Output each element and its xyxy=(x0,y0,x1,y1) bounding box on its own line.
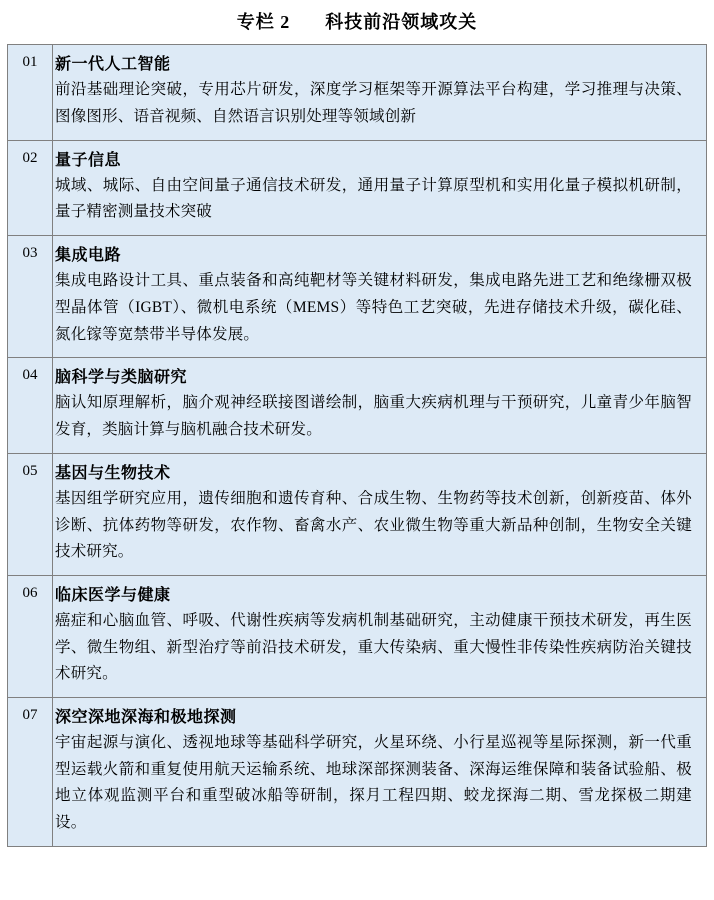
item-heading: 量子信息 xyxy=(55,151,122,169)
title-prefix: 专栏 xyxy=(236,12,275,32)
table-row xyxy=(8,236,707,358)
item-heading: 临床医学与健康 xyxy=(55,586,171,604)
item-number: 02 xyxy=(8,140,53,236)
table-row xyxy=(8,575,707,697)
items-table xyxy=(7,44,707,847)
table-row xyxy=(8,358,707,454)
item-body xyxy=(53,236,707,358)
item-number: 06 xyxy=(8,575,53,697)
item-body xyxy=(53,697,707,846)
item-description: 基因组学研究应用，遗传细胞和遗传育种、合成生物、生物药等技术创新，创新疫苗、体外诊断、抗体药物等研发，农作物、畜禽水产、农业微生物等重大新品种创制，生物安全关键技术研究。 xyxy=(55,489,692,561)
item-heading: 集成电路 xyxy=(55,247,122,264)
item-heading: 基因与生物技术 xyxy=(55,464,171,482)
item-heading: 新一代人工智能 xyxy=(55,56,171,73)
item-heading: 脑科学与类脑研究 xyxy=(55,369,188,387)
table-row xyxy=(8,45,707,141)
item-number: 05 xyxy=(8,453,53,575)
table-row xyxy=(8,697,707,846)
item-number: 07 xyxy=(8,697,53,846)
item-number: 04 xyxy=(8,358,53,454)
item-body xyxy=(53,575,707,697)
title-text: 科技前沿领域攻关 xyxy=(325,12,478,32)
item-body xyxy=(53,453,707,575)
page-title xyxy=(0,0,714,44)
item-body xyxy=(53,140,707,236)
item-description: 宇宙起源与演化、透视地球等基础科学研究，火星环绕、小行星巡视等星际探测，新一代重型运载火箭和重复使用航天运输系统、地球深部探测装备、深海运维保障和装备试验船、极地立体观监测平台和重型破冰船等研制，探月工程四期、蛟龙探海二期、雪龙探极二期建设。 xyxy=(55,734,692,832)
item-description: 前沿基础理论突破，专用芯片研发，深度学习框架等开源算法平台构建，学习推理与决策、图像图形、语音视频、自然语言识别处理等领域创新 xyxy=(55,81,692,125)
item-number: 03 xyxy=(8,236,53,358)
item-description: 脑认知原理解析，脑介观神经联接图谱绘制，脑重大疾病机理与干预研究，儿童青少年脑智发育，类脑计算与脑机融合技术研发。 xyxy=(55,394,692,438)
table-row xyxy=(8,453,707,575)
item-description: 癌症和心脑血管、呼吸、代谢性疾病等发病机制基础研究，主动健康干预技术研发，再生医学、微生物组、新型治疗等前沿技术研发，重大传染病、重大慢性非传染性疾病防治关键技术研究。 xyxy=(55,612,692,683)
item-body xyxy=(53,45,707,141)
title-number: 2 xyxy=(280,12,291,32)
item-body xyxy=(53,358,707,454)
item-description: 城域、城际、自由空间量子通信技术研发，通用量子计算原型机和实用化量子模拟机研制，量子精密测量技术突破 xyxy=(55,176,692,221)
item-number: 01 xyxy=(8,45,53,141)
table-row xyxy=(8,140,707,236)
item-description: 集成电路设计工具、重点装备和高纯靶材等关键材料研发，集成电路先进工艺和绝缘栅双极型晶体管（IGBT）、微机电系统（MEMS）等特色工艺突破，先进存储技术升级，碳化硅、氮化镓等宽禁带半导体发展。 xyxy=(55,272,692,343)
item-heading: 深空深地深海和极地探测 xyxy=(55,708,237,726)
